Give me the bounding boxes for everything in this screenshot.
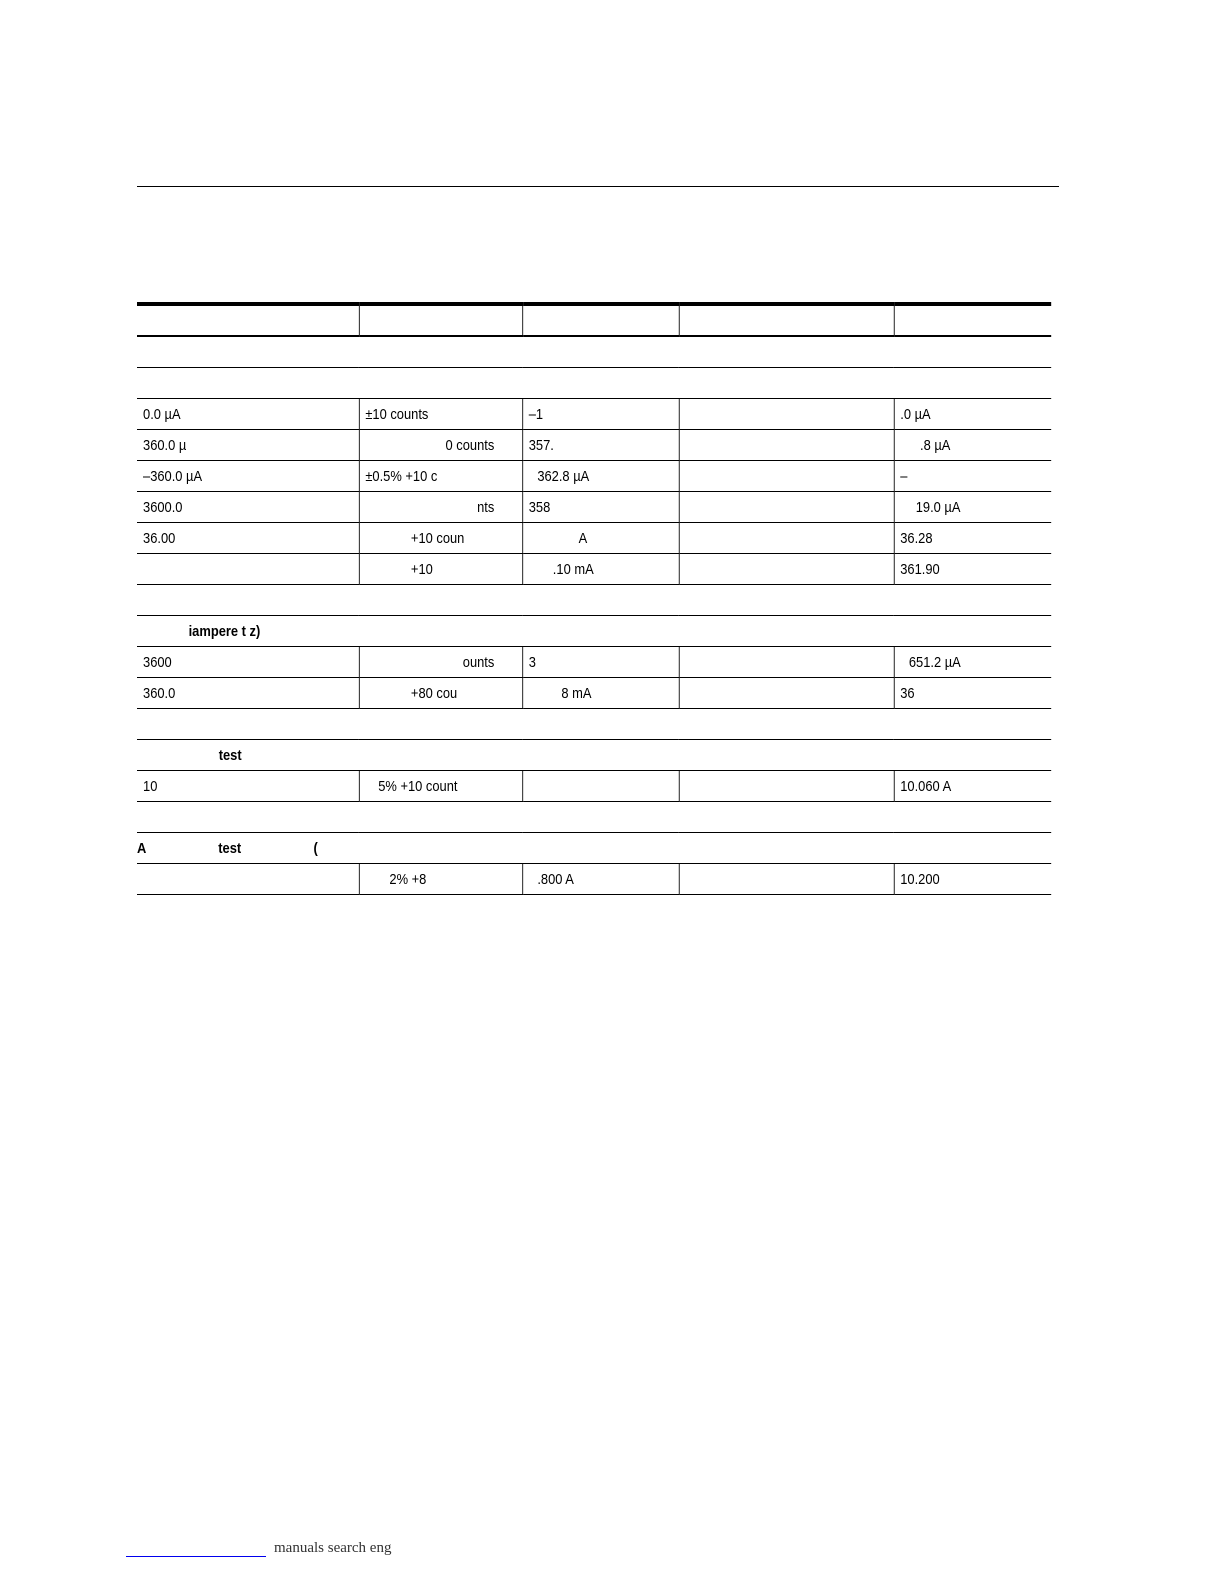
table-header-row xyxy=(137,304,1051,336)
cell-min: –1 xyxy=(522,399,679,430)
cell-max: 36.28 xyxy=(894,523,1051,554)
cell-min: 362.8 µA xyxy=(522,461,679,492)
section-title-row xyxy=(137,740,1051,771)
section-title: test xyxy=(137,740,1051,771)
table-row xyxy=(137,492,1051,523)
header-cell xyxy=(522,304,679,336)
cell-test-value xyxy=(137,554,359,585)
table-row xyxy=(137,399,1051,430)
section-title-row xyxy=(137,616,1051,647)
cell-test-value: 0.0 µA xyxy=(137,399,359,430)
cell-reading xyxy=(679,430,894,461)
header-cell xyxy=(137,304,359,336)
cell-tolerance: +10 xyxy=(359,554,522,585)
table-row xyxy=(137,554,1051,585)
cell-reading xyxy=(679,523,894,554)
table-row xyxy=(137,864,1051,895)
header-cell xyxy=(679,304,894,336)
cell-tolerance: 5% +10 count xyxy=(359,771,522,802)
cell-reading xyxy=(679,492,894,523)
cell-test-value: 36.00 xyxy=(137,523,359,554)
cell-tolerance: ±10 counts xyxy=(359,399,522,430)
specification-table xyxy=(137,302,1051,895)
cell-reading xyxy=(679,461,894,492)
cell-max: .8 µA xyxy=(894,430,1051,461)
cell-tolerance: ounts xyxy=(359,647,522,678)
spacer-row xyxy=(137,709,1051,740)
header-cell xyxy=(894,304,1051,336)
top-rule xyxy=(137,186,1059,187)
cell-min: 357. xyxy=(522,430,679,461)
cell-reading xyxy=(679,399,894,430)
cell-test-value: 10 xyxy=(137,771,359,802)
spacer-row xyxy=(137,585,1051,616)
section-title xyxy=(137,336,1051,368)
cell-reading xyxy=(679,771,894,802)
section-title: iampere t z) xyxy=(137,616,1051,647)
cell-test-value: 360.0 µ xyxy=(137,430,359,461)
cell-max: 361.90 xyxy=(894,554,1051,585)
cell-max: 651.2 µA xyxy=(894,647,1051,678)
table-row xyxy=(137,678,1051,709)
header-cell xyxy=(359,304,522,336)
table-row xyxy=(137,430,1051,461)
cell-tolerance: 0 counts xyxy=(359,430,522,461)
footer-link[interactable] xyxy=(126,1538,266,1557)
table-row xyxy=(137,647,1051,678)
section-title-row xyxy=(137,336,1051,368)
cell-test-value: 360.0 xyxy=(137,678,359,709)
cell-max: 19.0 µA xyxy=(894,492,1051,523)
cell-max: 10.060 A xyxy=(894,771,1051,802)
cell-min xyxy=(522,771,679,802)
cell-min: A xyxy=(522,523,679,554)
cell-test-value: 3600.0 xyxy=(137,492,359,523)
cell-max: .0 µA xyxy=(894,399,1051,430)
section-title: A test ( xyxy=(137,833,1051,864)
cell-tolerance: ±0.5% +10 c xyxy=(359,461,522,492)
table-row xyxy=(137,461,1051,492)
cell-test-value: 3600 xyxy=(137,647,359,678)
cell-test-value: –360.0 µA xyxy=(137,461,359,492)
spacer-row xyxy=(137,802,1051,833)
footer xyxy=(126,1538,391,1560)
section-title-row xyxy=(137,833,1051,864)
cell-min: 8 mA xyxy=(522,678,679,709)
spacer-row xyxy=(137,368,1051,399)
cell-max: 10.200 xyxy=(894,864,1051,895)
footer-text: manuals search eng xyxy=(274,1540,392,1556)
cell-max: – xyxy=(894,461,1051,492)
table-row xyxy=(137,771,1051,802)
cell-reading xyxy=(679,554,894,585)
cell-min: 358 xyxy=(522,492,679,523)
cell-tolerance: +80 cou xyxy=(359,678,522,709)
cell-min: .10 mA xyxy=(522,554,679,585)
cell-tolerance: 2% +8 xyxy=(359,864,522,895)
cell-tolerance: nts xyxy=(359,492,522,523)
cell-tolerance: +10 coun xyxy=(359,523,522,554)
cell-reading xyxy=(679,647,894,678)
cell-reading xyxy=(679,864,894,895)
table-row xyxy=(137,523,1051,554)
cell-min: .800 A xyxy=(522,864,679,895)
cell-min: 3 xyxy=(522,647,679,678)
cell-test-value xyxy=(137,864,359,895)
cell-max: 36 xyxy=(894,678,1051,709)
cell-reading xyxy=(679,678,894,709)
